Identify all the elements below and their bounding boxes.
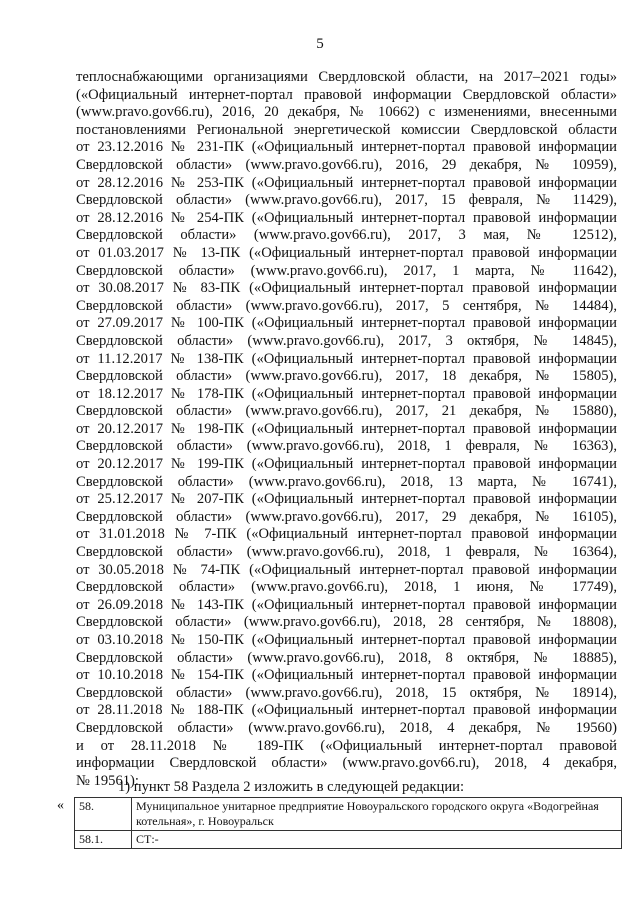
paragraph-line: (www.pravo.gov66.ru), 2016, 20 декабря, № 10662) с изменениями, внесенными	[76, 104, 617, 121]
table-row	[75, 798, 622, 831]
paragraph-line: от 26.09.2018 № 143-ПК («Официальный интернет-портал правовой информации	[76, 596, 617, 613]
body-paragraph	[76, 69, 617, 790]
paragraph-line: Свердловской области» (www.pravo.gov66.ru), 2017, 15 февраля, № 11429),	[76, 192, 617, 209]
paragraph-line: от 28.12.2016 № 254-ПК («Официальный интернет-портал правовой информации	[76, 209, 617, 226]
paragraph-line: Свердловской области» (www.pravo.gov66.ru), 2018, 1 февраля, № 16363),	[76, 438, 617, 455]
paragraph-line: от 20.12.2017 № 199-ПК («Официальный интернет-портал правовой информации	[76, 456, 617, 473]
paragraph-line: Свердловской области» (www.pravo.gov66.ru), 2017, 1 марта, № 11642),	[76, 262, 617, 279]
page-number: 5	[316, 36, 324, 52]
amendment-instruction: 1) пункт 58 Раздела 2 изложить в следующей редакции:	[118, 779, 465, 795]
paragraph-line: Свердловской области» (www.pravo.gov66.ru), 2017, 29 декабря, № 16105),	[76, 508, 617, 525]
paragraph-line: Свердловской области» (www.pravo.gov66.ru), 2017, 5 сентября, № 14484),	[76, 297, 617, 314]
paragraph-line: от 23.12.2016 № 231-ПК («Официальный интернет-портал правовой информации	[76, 139, 617, 156]
row-number-cell: 58.	[75, 798, 132, 831]
paragraph-line: информации Свердловской области» (www.pravo.gov66.ru), 2018, 4 декабря,	[76, 755, 617, 772]
paragraph-line: и от 28.11.2018 № 189-ПК («Официальный интернет-портал правовой	[76, 737, 617, 754]
paragraph-line: Свердловской области» (www.pravo.gov66.ru), 2018, 28 сентября, № 18808),	[76, 614, 617, 631]
paragraph-line: Свердловской области» (www.pravo.gov66.ru), 2017, 21 декабря, № 15880),	[76, 403, 617, 420]
paragraph-line: Свердловской области» (www.pravo.gov66.ru), 2018, 13 марта, № 16741),	[76, 473, 617, 490]
paragraph-line: Свердловской области» (www.pravo.gov66.ru), 2018, 8 октября, № 18885),	[76, 649, 617, 666]
paragraph-line: от 28.12.2016 № 253-ПК («Официальный интернет-портал правовой информации	[76, 174, 617, 191]
paragraph-line: № 19561):	[76, 772, 139, 789]
opening-quote-mark: «	[57, 798, 64, 813]
paragraph-line: Свердловской области» (www.pravo.gov66.ru), 2018, 1 июня, № 17749),	[76, 579, 617, 596]
row-text-cell: СТ:-	[132, 831, 622, 849]
paragraph-line: («Официальный интернет-портал правовой информации Свердловской области»	[76, 86, 617, 103]
paragraph-line: от 10.10.2018 № 154-ПК («Официальный интернет-портал правовой информации	[76, 667, 617, 684]
paragraph-line: от 27.09.2017 № 100-ПК («Официальный интернет-портал правовой информации	[76, 315, 617, 332]
paragraph-line: от 18.12.2017 № 178-ПК («Официальный интернет-портал правовой информации	[76, 385, 617, 402]
paragraph-line: Свердловской области» (www.pravo.gov66.ru), 2018, 4 декабря, № 19560)	[76, 719, 617, 736]
row-text-cell: Муниципальное унитарное предприятие Новоуральского городского округа «Водогрейная котельная», г. Новоуральск	[132, 798, 622, 831]
row-number-cell: 58.1.	[75, 831, 132, 849]
table-row	[75, 831, 622, 849]
paragraph-line: Свердловской области» (www.pravo.gov66.ru), 2017, 18 декабря, № 15805),	[76, 368, 617, 385]
paragraph-line: Свердловской области» (www.pravo.gov66.ru), 2018, 15 октября, № 18914),	[76, 684, 617, 701]
paragraph-line: Свердловской области» (www.pravo.gov66.ru), 2016, 29 декабря, № 10959),	[76, 156, 617, 173]
paragraph-line: теплоснабжающими организациями Свердловской области, на 2017–2021 годы»	[76, 69, 617, 85]
paragraph-line: Свердловской области» (www.pravo.gov66.ru), 2018, 1 февраля, № 16364),	[76, 544, 617, 561]
paragraph-line: от 20.12.2017 № 198-ПК («Официальный интернет-портал правовой информации	[76, 420, 617, 437]
paragraph-line: от 31.01.2018 № 7-ПК («Официальный интернет-портал правовой информации	[76, 526, 617, 543]
paragraph-line: от 11.12.2017 № 138-ПК («Официальный интернет-портал правовой информации	[76, 350, 617, 367]
paragraph-line: от 01.03.2017 № 13-ПК («Официальный интернет-портал правовой информации	[76, 244, 617, 261]
paragraph-line: от 03.10.2018 № 150-ПК («Официальный интернет-портал правовой информации	[76, 632, 617, 648]
paragraph-line: Свердловской области» (www.pravo.gov66.ru), 2017, 3 октября, № 14845),	[76, 332, 617, 349]
amendment-table	[74, 797, 622, 849]
paragraph-line: от 28.11.2018 № 188-ПК («Официальный интернет-портал правовой информации	[76, 702, 617, 719]
paragraph-line: Свердловской области» (www.pravo.gov66.ru), 2017, 3 мая, № 12512),	[76, 227, 617, 244]
paragraph-line: от 25.12.2017 № 207-ПК («Официальный интернет-портал правовой информации	[76, 491, 617, 508]
paragraph-line: от 30.08.2017 № 83-ПК («Официальный интернет-портал правовой информации	[76, 280, 617, 297]
paragraph-line: от 30.05.2018 № 74-ПК («Официальный интернет-портал правовой информации	[76, 561, 617, 578]
paragraph-line: постановлениями Региональной энергетической комиссии Свердловской области	[76, 121, 617, 138]
